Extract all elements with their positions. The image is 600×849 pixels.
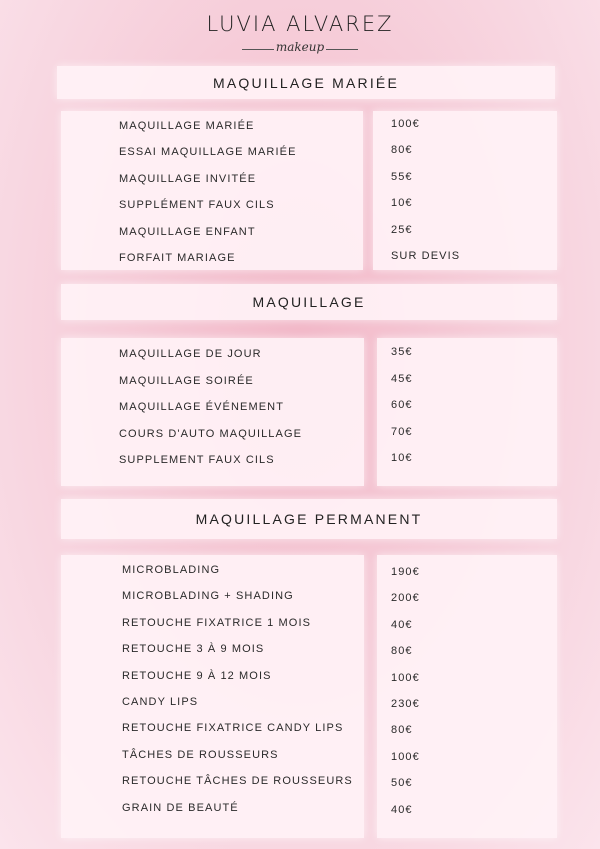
service-price: 10€ — [391, 452, 413, 465]
service-price: 50€ — [391, 777, 413, 790]
service-price: 40€ — [391, 618, 413, 631]
prices-panel-bridal — [373, 111, 557, 270]
service-name: MAQUILLAGE ENFANT — [119, 225, 256, 238]
service-names-panel-permanent — [61, 555, 364, 838]
service-name: CANDY LIPS — [122, 696, 199, 708]
brand-name: LUVIA ALVAREZ — [206, 12, 394, 36]
section-title: MAQUILLAGE PERMANENT — [195, 511, 423, 527]
section-title: MAQUILLAGE MARIÉE — [213, 74, 399, 91]
service-name: RETOUCHE TÂCHES DE ROUSSEURS — [122, 775, 353, 788]
service-name: GRAIN DE BEAUTÉ — [122, 801, 239, 814]
service-price: 200€ — [391, 592, 420, 605]
service-price: 55€ — [391, 170, 413, 183]
service-price: 80€ — [391, 144, 413, 157]
service-name: RETOUCHE 3 À 9 MOIS — [122, 643, 265, 656]
section-header-permanent — [61, 499, 557, 539]
service-name: RETOUCHE FIXATRICE 1 MOIS — [122, 616, 312, 629]
section-title: MAQUILLAGE — [252, 294, 366, 310]
service-price: 100€ — [391, 118, 420, 130]
service-price: 60€ — [391, 399, 413, 412]
service-name: TÂCHES DE ROUSSEURS — [122, 748, 279, 761]
prices-panel-permanent — [377, 555, 557, 838]
service-name: SUPPLÉMENT FAUX CILS — [119, 199, 275, 212]
service-name: MAQUILLAGE INVITÉE — [119, 172, 257, 185]
section-header-makeup — [61, 284, 557, 320]
service-price: 80€ — [391, 645, 413, 658]
service-name: ESSAI MAQUILLAGE MARIÉE — [119, 146, 297, 159]
service-price: 25€ — [391, 223, 413, 236]
section-header-bridal — [57, 66, 555, 99]
brand-logo — [0, 10, 600, 56]
service-name: RETOUCHE 9 À 12 MOIS — [122, 669, 272, 682]
service-name: MAQUILLAGE MARIÉE — [119, 120, 255, 132]
service-price: 45€ — [391, 372, 413, 385]
service-price: 100€ — [391, 750, 420, 763]
service-price: 230€ — [391, 698, 420, 710]
service-name: MAQUILLAGE DE JOUR — [119, 348, 262, 360]
service-name: FORFAIT MARIAGE — [119, 252, 236, 264]
brand-subtitle: makeup — [275, 40, 325, 54]
service-price: 35€ — [391, 346, 413, 358]
service-price: 40€ — [391, 803, 413, 816]
service-name: MICROBLADING + SHADING — [122, 590, 294, 603]
service-names-panel-makeup — [61, 338, 364, 486]
service-name: SUPPLEMENT FAUX CILS — [119, 454, 275, 467]
service-price: 100€ — [391, 671, 420, 684]
service-price: 10€ — [391, 197, 413, 210]
service-name: MAQUILLAGE ÉVÉNEMENT — [119, 401, 285, 414]
service-name: MAQUILLAGE SOIRÉE — [119, 374, 254, 387]
service-name: RETOUCHE FIXATRICE CANDY LIPS — [122, 722, 344, 735]
service-name: MICROBLADING — [122, 564, 221, 576]
prices-panel-makeup — [377, 338, 557, 486]
service-price: 190€ — [391, 566, 420, 578]
service-name: COURS D'AUTO MAQUILLAGE — [119, 427, 303, 440]
service-names-panel-bridal — [61, 111, 363, 270]
service-price: 80€ — [391, 724, 413, 737]
service-price: 70€ — [391, 425, 413, 438]
service-price: SUR DEVIS — [391, 250, 461, 262]
